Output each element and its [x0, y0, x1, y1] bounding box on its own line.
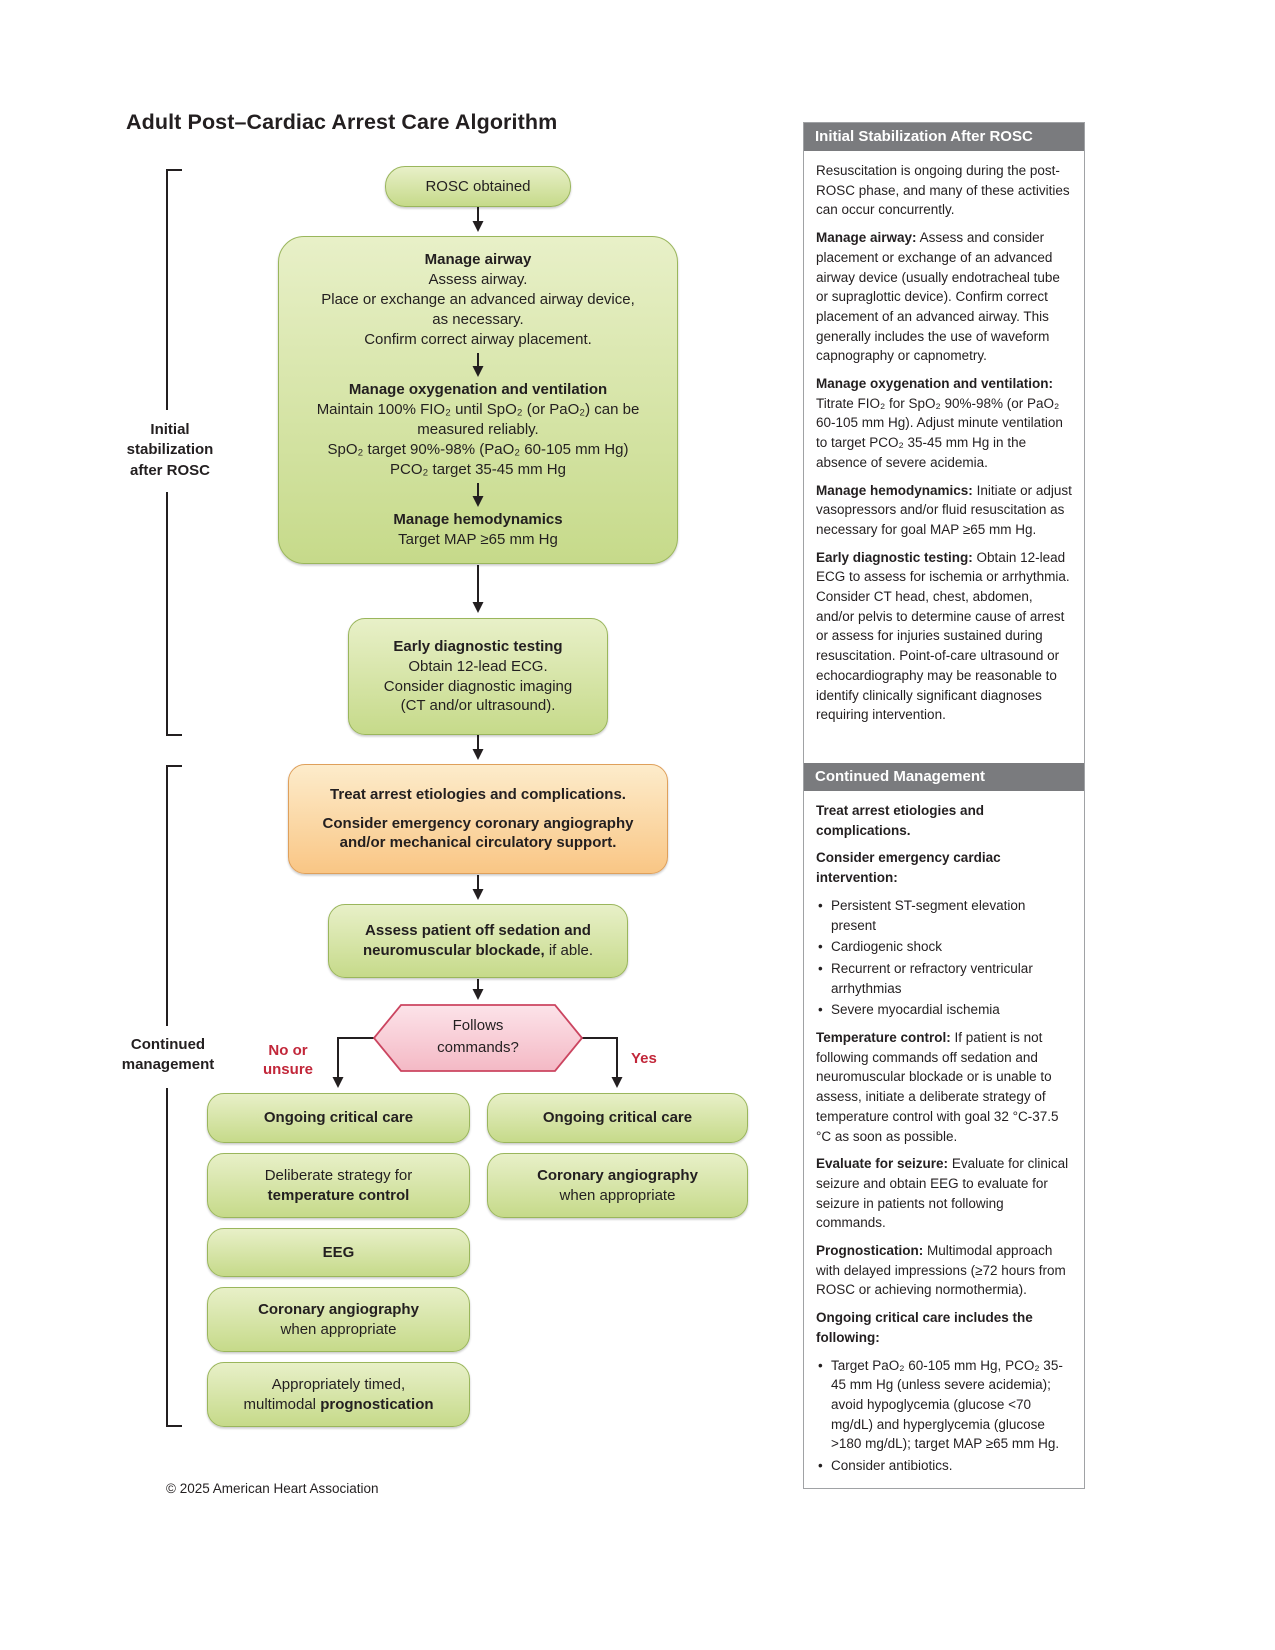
bullet-item: • Target PaO₂ 60-105 mm Hg, PCO₂ 35-45 mm Hg (unless severe acidemia); avoid hypoglycemia (glucose <70 mg/dL) and hyperglycemia (glucose >180 mg/dL); target MAP ≥65 mm Hg.	[816, 1356, 1074, 1455]
node-rosc-obtained: ROSC obtained	[385, 166, 571, 207]
down-arrow-icon	[471, 483, 485, 508]
paragraph-manage-oxygenation: Manage oxygenation and ventilation: Titrate FIO₂ for SpO₂ 90%-98% (or PaO₂ 60-105 mm Hg). Adjust minute ventilation to target PCO₂ 35-45 mm Hg in the absence of severe acidemia.	[816, 376, 1063, 470]
manage-hemodynamics-title: Manage hemodynamics	[393, 510, 563, 528]
paragraph-temperature-control: Temperature control: If patient is not following commands off sedation and neuromuscular blockade or is unable to assess, initiate a deliberate strategy of temperature control with goal 32 °C-37.5 °C as soon as possible.	[816, 1030, 1059, 1144]
paragraph-consider-cardiac-intervention: Consider emergency cardiac intervention:	[816, 850, 1001, 886]
page-title: Adult Post–Cardiac Arrest Care Algorithm	[126, 110, 558, 134]
sidebar-body-initial-stabilization	[804, 151, 1084, 763]
bullet-item: • Cardiogenic shock	[816, 937, 1074, 957]
node-ongoing-critical-care-left: Ongoing critical care	[207, 1093, 470, 1143]
bullet-list-ongoing-critical-care	[816, 1356, 1074, 1476]
bullet-item: • Consider antibiotics.	[816, 1456, 1074, 1476]
paragraph-manage-airway: Manage airway: Assess and consider placement or exchange of an advanced airway device (usually endotracheal tube or supraglottic device). Confirm correct placement of an advanced airway. This generally includes the use of waveform capnography or capnometry.	[816, 230, 1060, 364]
node-coronary-angiography-right: Coronary angiography when appropriate	[487, 1153, 748, 1218]
manage-oxygenation-title: Manage oxygenation and ventilation	[348, 381, 608, 399]
node-manage-block: Manage airway Assess airway. Place or exchange an advanced airway device, as necessary. Confirm correct airway placement. Manage oxygenation and ventilation Maintain 100% FIO₂ until SpO₂ (or PaO₂) can be measured reliably. SpO₂ target 90%-98% (PaO₂ 60-105 mm Hg) PCO₂ target 35-45 mm Hg Manage hemodynamics Target MAP ≥65 mm Hg	[278, 236, 678, 564]
node-eeg: EEG	[207, 1228, 470, 1277]
bullet-item: • Recurrent or refractory ventricular arrhythmias	[816, 959, 1074, 998]
bullet-list-cardiac-intervention	[816, 896, 1074, 1020]
decision-follows-commands: Follows commands?	[437, 1017, 519, 1056]
node-early-diagnostic-testing: Early diagnostic testing Obtain 12-lead ECG. Consider diagnostic imaging (CT and/or ultrasound).	[348, 618, 608, 735]
down-arrow-icon	[471, 353, 485, 378]
branch-label-yes: Yes	[631, 1050, 657, 1067]
bracket-continued-management	[167, 766, 182, 1426]
paragraph-early-diagnostic-testing: Early diagnostic testing: Obtain 12-lead ECG to assess for ischemia or arrhythmia. Consider CT head, chest, abdomen, and/or pelvis to determine cause of arrest or assess for injuries sustained during resuscitation. Point-of-care ultrasound or echocardiography may be reasonable to identify clinically significant diagnoses requiring intervention.	[816, 549, 1070, 723]
bullet-item: • Severe myocardial ischemia	[816, 1000, 1074, 1020]
paragraph-prognostication: Prognostication: Multimodal approach with delayed impressions (≥72 hours from ROSC or achieving normothermia).	[816, 1243, 1066, 1298]
paragraph-treat-etiologies: Treat arrest etiologies and complications.	[816, 803, 985, 838]
branch-label-no-or-unsure: No or unsure	[262, 1042, 313, 1079]
manage-airway-title: Manage airway	[424, 251, 532, 269]
node-assess-off-sedation: Assess patient off sedation and neuromuscular blockade, if able.	[328, 904, 628, 978]
sidebar-body-continued-management	[804, 791, 1084, 1488]
sidebar-header-continued-management: Continued Management	[804, 763, 1084, 791]
node-temperature-control: Deliberate strategy for temperature control	[207, 1153, 470, 1218]
bullet-item: • Persistent ST-segment elevation present	[816, 896, 1074, 935]
node-treat-etiologies: Treat arrest etiologies and complications. Consider emergency coronary angiography and/or mechanical circulatory support.	[288, 764, 668, 874]
bracket-label-continued-management: Continued management	[121, 1036, 215, 1074]
bracket-label-initial-stabilization: Initial stabilization after ROSC	[126, 421, 214, 479]
paragraph-ongoing-critical-care: Ongoing critical care includes the following:	[816, 1310, 1033, 1345]
paragraph-manage-hemodynamics: Manage hemodynamics: Initiate or adjust vasopressors and/or fluid resuscitation as necessary for goal MAP ≥65 mm Hg.	[816, 482, 1072, 537]
copyright-footer: © 2025 American Heart Association	[166, 1481, 379, 1496]
sidebar-panel	[803, 122, 1085, 1489]
node-ongoing-critical-care-right: Ongoing critical care	[487, 1093, 748, 1143]
paragraph-resuscitation-ongoing: Resuscitation is ongoing during the post-ROSC phase, and many of these activities can occur concurrently.	[816, 163, 1070, 218]
paragraph-evaluate-for-seizure: Evaluate for seizure: Evaluate for clinical seizure and obtain EEG to evaluate for seizure in patients not following commands.	[816, 1156, 1069, 1231]
node-coronary-angiography-left: Coronary angiography when appropriate	[207, 1287, 470, 1352]
node-prognostication: Appropriately timed, multimodal prognostication	[207, 1362, 470, 1427]
sidebar-header-initial-stabilization: Initial Stabilization After ROSC	[804, 123, 1084, 151]
